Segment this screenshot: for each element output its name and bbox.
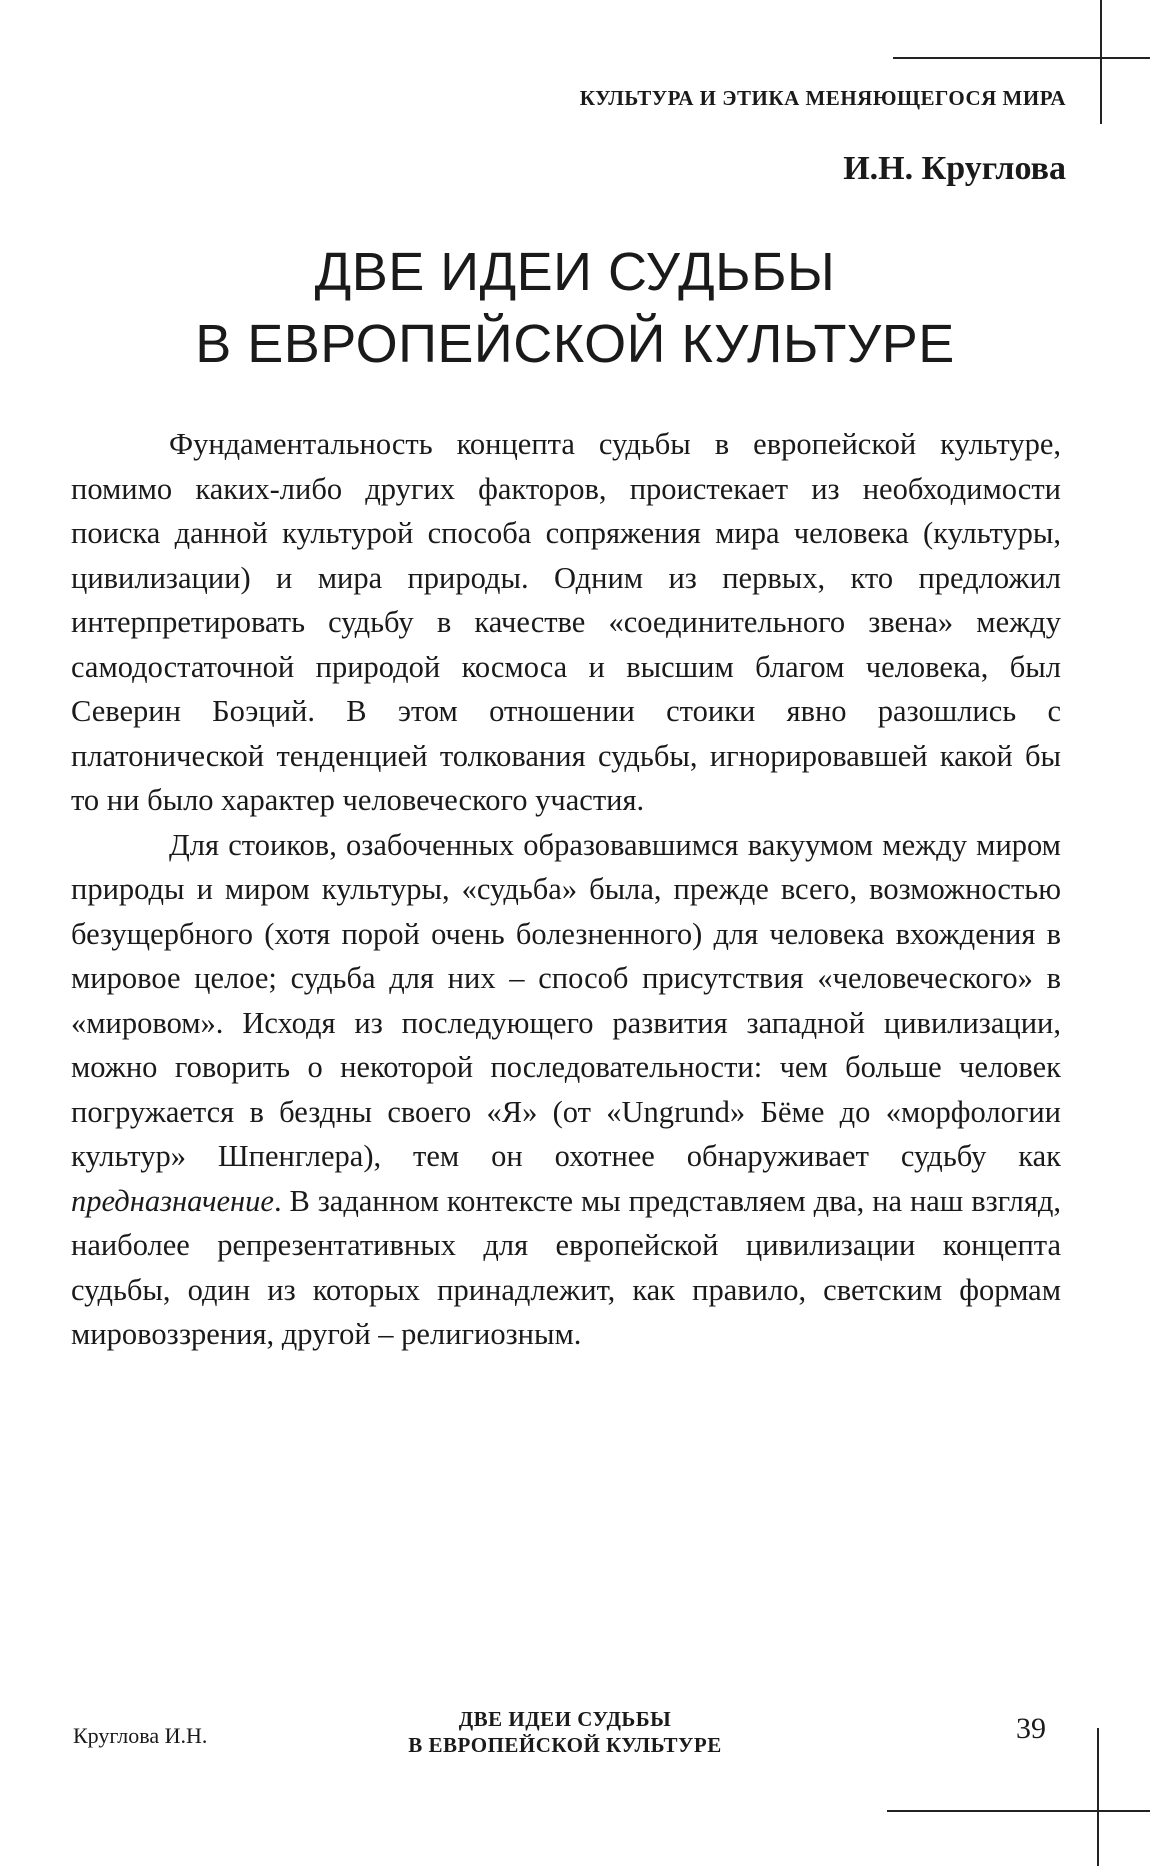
crop-mark-bottom-horizontal <box>887 1810 1150 1812</box>
article-title <box>60 236 1090 380</box>
article-title-line-1: ДВЕ ИДЕИ СУДЬБЫ <box>314 242 836 302</box>
footer-title-line-1: ДВЕ ИДЕИ СУДЬБЫ <box>458 1707 672 1731</box>
footer-title-line-2: В ЕВРОПЕЙСКОЙ КУЛЬТУРЕ <box>408 1733 722 1757</box>
article-body <box>71 422 1061 1357</box>
paragraph-2 <box>71 823 1061 1357</box>
article-title-line-2: В ЕВРОПЕЙСКОЙ КУЛЬТУРЕ <box>195 314 955 374</box>
paragraph-2-emphasis: предназначение <box>71 1183 274 1218</box>
footer-title <box>340 1706 790 1758</box>
page-number: 39 <box>1016 1712 1046 1745</box>
article-author: И.Н. Круглова <box>843 150 1066 187</box>
crop-mark-top-vertical <box>1100 0 1102 124</box>
paragraph-2-text-end: . В заданном контексте мы представляем два, на наш взгляд, наиболее репрезентативных для европейской цивилизации концепта судьбы, один из которых принадлежит, как правило, светским формам мировоззрения, другой – религиозным. <box>71 1183 1061 1351</box>
crop-mark-top-horizontal <box>893 57 1150 59</box>
running-header: КУЛЬТУРА И ЭТИКА МЕНЯЮЩЕГОСЯ МИРА <box>579 86 1066 110</box>
paragraph-2-text-start: Для стоиков, озабоченных образовавшимся вакуумом между миром природы и миром культуры, «судьба» была, прежде всего, возможностью безущербного (хотя порой очень болезненного) для человека вхождения в мировое целое; судьба для них – способ присутствия «человеческого» в «мировом». Исходя из последующего развития западной цивилизации, можно говорить о некоторой последовательности: чем больше человек погружается в бездны своего «Я» (от «Ungrund» Бёме до «морфологии культур» Шпенглера), тем он охотнее обнаруживает судьбу как <box>71 827 1061 1173</box>
crop-mark-bottom-vertical <box>1097 1728 1099 1866</box>
footer-author: Круглова И.Н. <box>73 1723 208 1748</box>
paragraph-1: Фундаментальность концепта судьбы в европейской культуре, помимо каких-либо других факторов, проистекает из необходимости поиска данной культурой способа сопряжения мира человека (культуры, цивилизации) и мира природы. Одним из первых, кто предложил интерпретировать судьбу в качестве «соединительного звена» между самодостаточной природой космоса и высшим благом человека, был Северин Боэций. В этом отношении стоики явно разошлись с платонической тенденцией толкования судьбы, игнорировавшей какой бы то ни было характер человеческого участия. <box>71 427 1061 817</box>
